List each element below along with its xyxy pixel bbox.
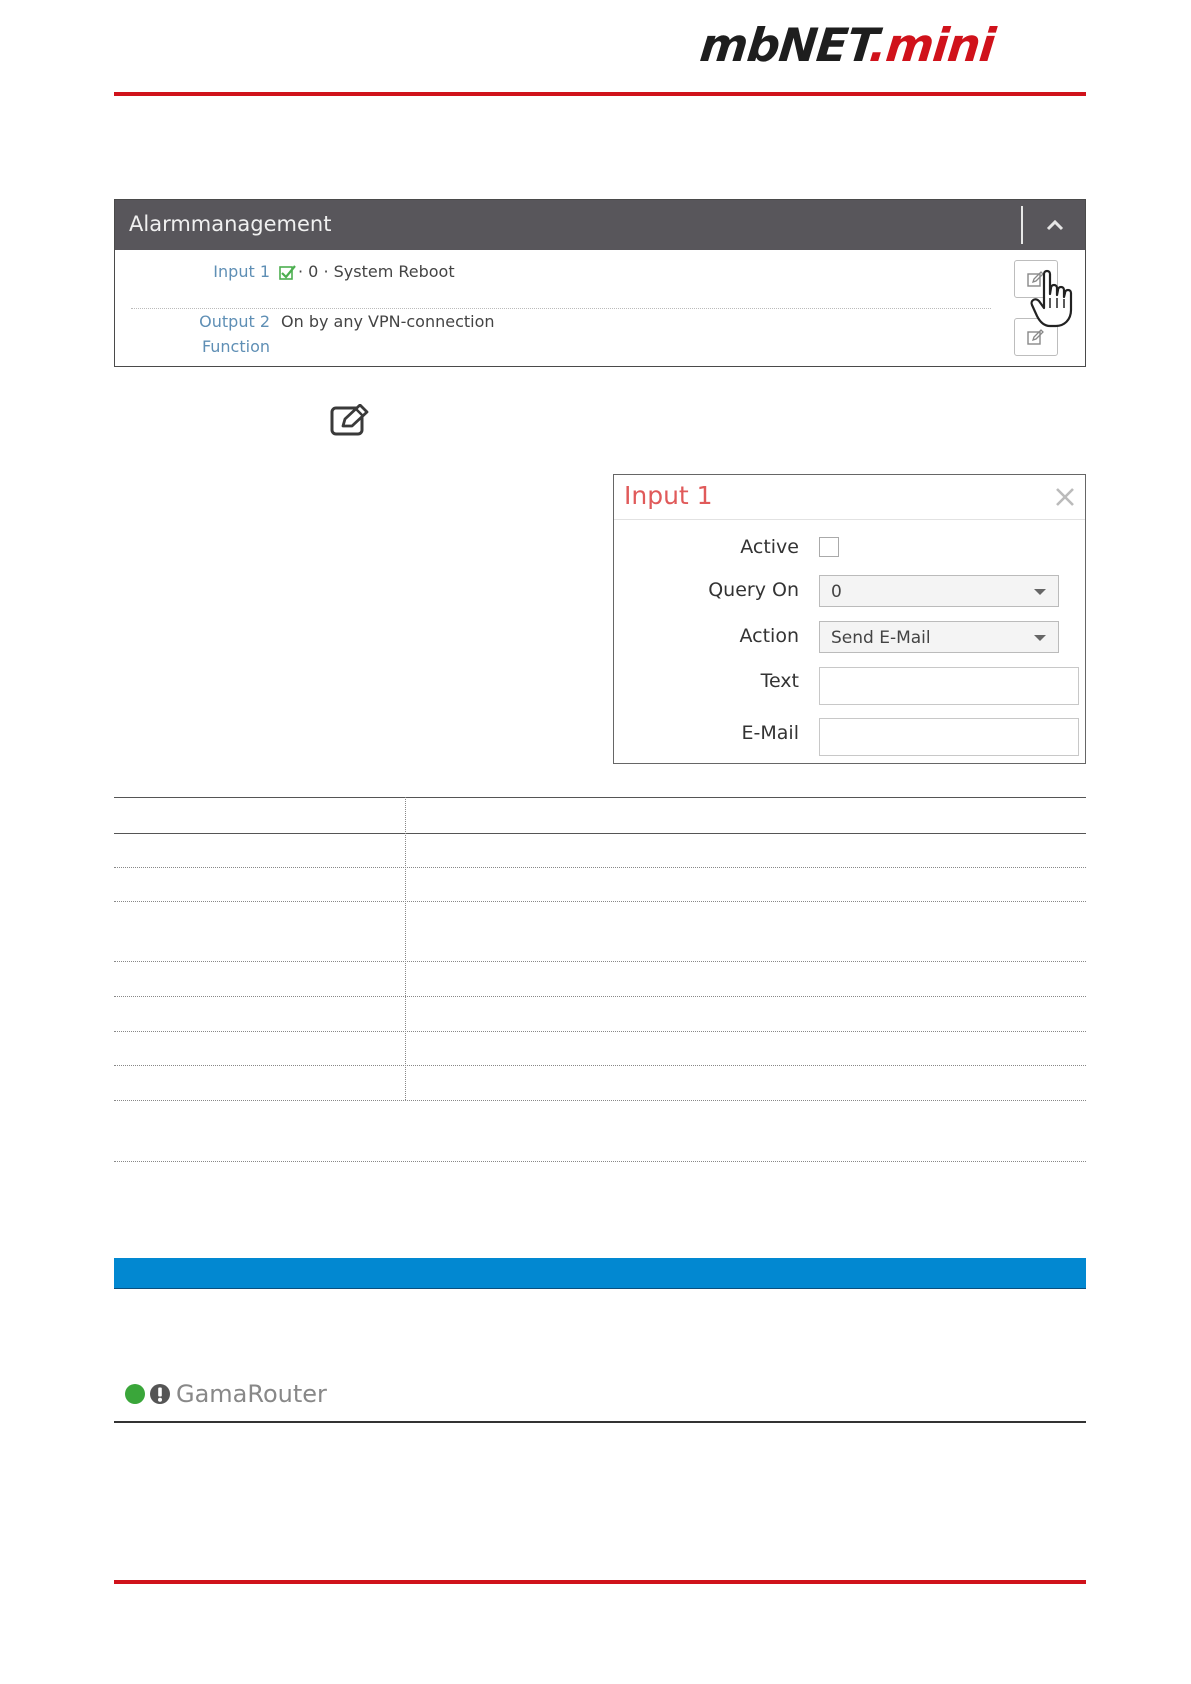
email-input[interactable]	[819, 718, 1079, 756]
footer-rule	[114, 1580, 1086, 1584]
row-divider	[131, 308, 991, 309]
panel-title: Alarmmanagement	[129, 212, 332, 236]
section-bar	[114, 1258, 1086, 1289]
table-row-divider	[114, 901, 1086, 902]
close-icon	[1051, 483, 1079, 511]
panel-header	[115, 200, 1085, 250]
status-dot-icon	[124, 1383, 146, 1405]
collapse-button[interactable]	[1023, 200, 1085, 250]
table-row-divider	[114, 1100, 1086, 1101]
checkbox-checked-icon	[279, 264, 297, 280]
hand-pointer-icon	[1030, 268, 1078, 330]
row-value-output-2: On by any VPN-connection	[281, 312, 495, 331]
table-column-divider	[405, 797, 406, 1100]
chevron-down-icon	[1034, 635, 1046, 641]
alarm-management-panel	[114, 199, 1086, 367]
text-label: Text	[760, 670, 799, 692]
edit-icon	[1027, 329, 1045, 346]
table-bottom-border	[114, 1161, 1086, 1162]
header-rule	[114, 92, 1086, 96]
active-checkbox[interactable]	[819, 537, 839, 557]
row-label-output-2: Output 2	[199, 312, 270, 331]
router-underline	[114, 1421, 1086, 1423]
table-top-border	[114, 797, 1086, 798]
logo-text-mini: .mini	[866, 18, 998, 72]
table-row-divider	[114, 961, 1086, 962]
exclamation-icon	[149, 1383, 171, 1405]
table-row-divider	[114, 867, 1086, 868]
action-label: Action	[739, 625, 799, 647]
table-header-border	[114, 833, 1086, 834]
brand-logo	[697, 18, 1083, 78]
row-value-text: · 0 · System Reboot	[298, 262, 455, 281]
table-row-divider	[114, 1031, 1086, 1032]
chevron-up-icon	[1045, 218, 1065, 232]
query-on-value: 0	[831, 582, 842, 602]
edit-icon	[330, 404, 370, 436]
action-value: Send E-Mail	[831, 628, 931, 648]
active-label: Active	[740, 536, 799, 558]
row-label-function: Function	[201, 337, 270, 356]
query-on-label: Query On	[708, 579, 799, 601]
close-button[interactable]	[1051, 483, 1079, 511]
email-label: E-Mail	[741, 722, 799, 744]
input-1-dialog	[613, 474, 1086, 764]
action-select[interactable]	[819, 621, 1059, 653]
router-status	[124, 1382, 172, 1408]
chevron-down-icon	[1034, 589, 1046, 595]
table-row-divider	[114, 1065, 1086, 1066]
router-name: GamaRouter	[176, 1380, 327, 1408]
row-label-input-1: Input 1	[213, 262, 270, 281]
logo-text-mbnet: mbNET	[697, 18, 873, 72]
table-row-divider	[114, 996, 1086, 997]
dialog-title: Input 1	[624, 481, 713, 510]
text-input[interactable]	[819, 667, 1079, 705]
dialog-header-divider	[614, 519, 1085, 520]
query-on-select[interactable]	[819, 575, 1059, 607]
